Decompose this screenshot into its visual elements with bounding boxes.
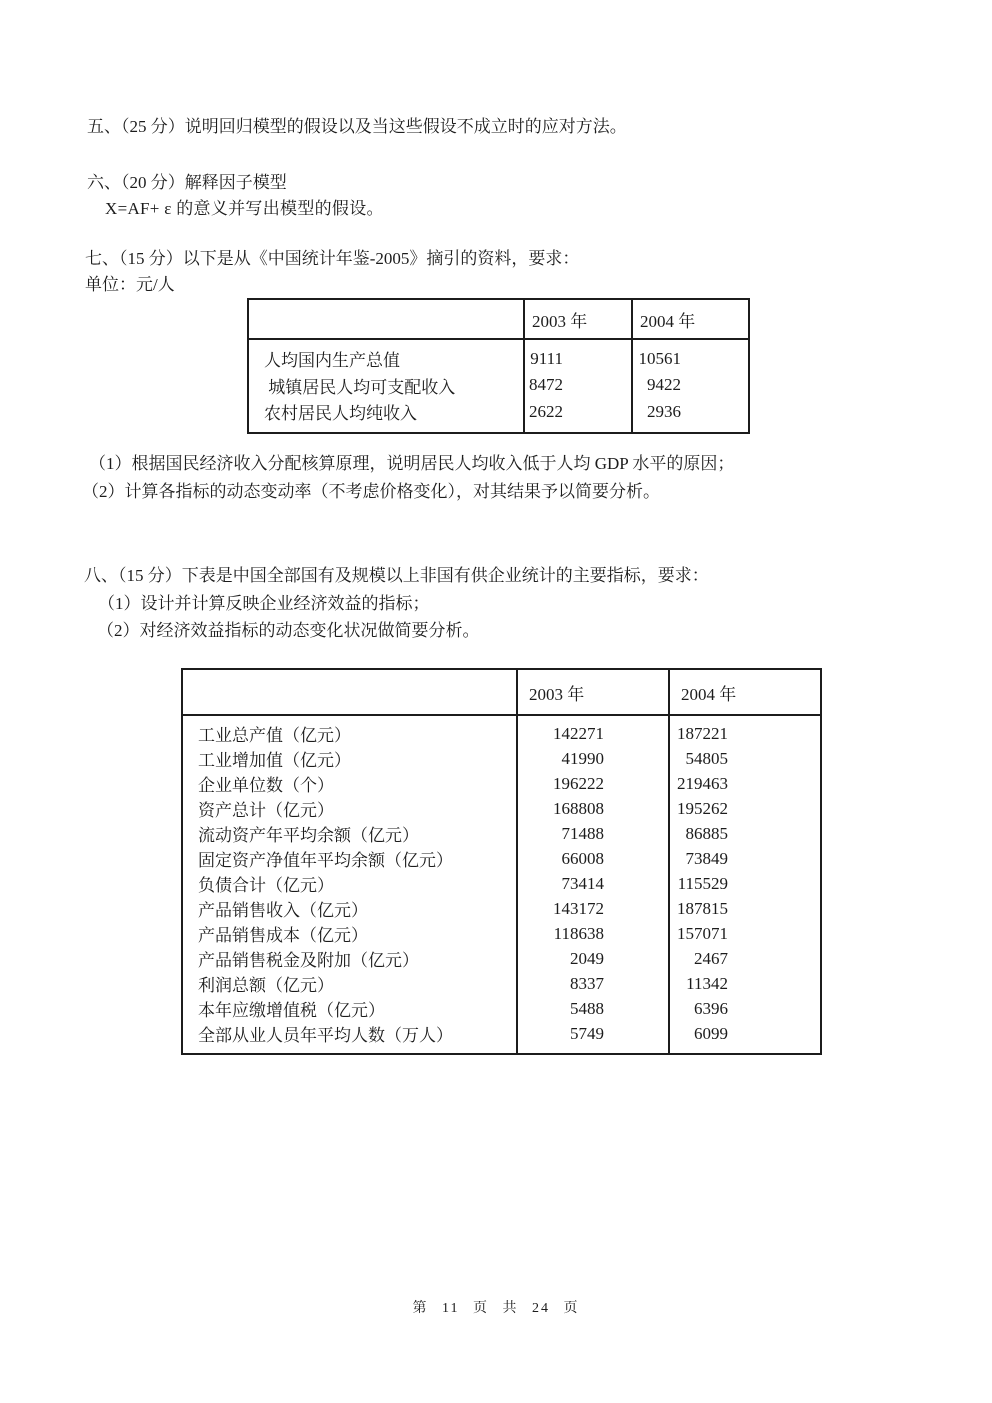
cell-value: 143172 bbox=[517, 896, 669, 921]
question-five-text: 五、（25 分）说明回归模型的假设以及当这些假设不成立时的应对方法。 bbox=[87, 117, 627, 136]
table-row bbox=[182, 996, 821, 1021]
row-label: 工业总产值（亿元） bbox=[198, 726, 351, 745]
cell-value: 196222 bbox=[517, 771, 669, 796]
cell-value: 9111 bbox=[524, 339, 632, 371]
question-seven-title: 七、（15 分）以下是从《中国统计年鉴-2005》摘引的资料，要求： bbox=[85, 249, 580, 268]
row-label: 产品销售收入（亿元） bbox=[198, 901, 368, 920]
table-row bbox=[248, 399, 749, 433]
row-label: 利润总额（亿元） bbox=[198, 976, 334, 995]
column-header bbox=[182, 669, 517, 715]
row-label: 产品销售成本（亿元） bbox=[198, 926, 368, 945]
cell-value: 2936 bbox=[632, 399, 749, 433]
table-row bbox=[182, 715, 821, 746]
table-row bbox=[182, 971, 821, 996]
cell-value: 10561 bbox=[632, 339, 749, 371]
cell-value: 187221 bbox=[669, 715, 821, 746]
row-label: 全部从业人员年平均人数（万人） bbox=[198, 1026, 453, 1045]
column-header: 2003 年 bbox=[517, 669, 669, 715]
cell-value: 9422 bbox=[632, 371, 749, 399]
yearbook-income-table bbox=[247, 298, 750, 434]
unit-label: 单位：元/人 bbox=[85, 275, 175, 294]
question-seven-item-2: （2）计算各指标的动态变动率（不考虑价格变化），对其结果予以简要分析。 bbox=[82, 482, 660, 501]
table-header-row bbox=[182, 669, 821, 715]
row-label: 流动资产年平均余额（亿元） bbox=[198, 826, 419, 845]
question-six-title: 六、（20 分）解释因子模型 bbox=[87, 173, 287, 192]
table-row bbox=[182, 871, 821, 896]
table-row bbox=[182, 821, 821, 846]
row-label: 城镇居民人均可支配收入 bbox=[264, 377, 456, 397]
cell-value: 5749 bbox=[517, 1021, 669, 1054]
cell-value: 86885 bbox=[669, 821, 821, 846]
column-header: 2003 年 bbox=[524, 299, 632, 339]
cell-value: 8472 bbox=[524, 371, 632, 399]
cell-value: 73414 bbox=[517, 871, 669, 896]
cell-value: 219463 bbox=[669, 771, 821, 796]
table-header-row bbox=[248, 299, 749, 339]
column-header bbox=[248, 299, 524, 339]
cell-value: 195262 bbox=[669, 796, 821, 821]
row-label: 本年应缴增值税（亿元） bbox=[198, 1001, 385, 1020]
cell-value: 187815 bbox=[669, 896, 821, 921]
row-label: 企业单位数（个） bbox=[198, 776, 334, 795]
table-row bbox=[182, 946, 821, 971]
table-row bbox=[182, 846, 821, 871]
cell-value: 118638 bbox=[517, 921, 669, 946]
cell-value: 54805 bbox=[669, 746, 821, 771]
table-row bbox=[182, 1021, 821, 1054]
question-eight-item-1: （1）设计并计算反映企业经济效益的指标； bbox=[98, 594, 430, 613]
cell-value: 71488 bbox=[517, 821, 669, 846]
cell-value: 157071 bbox=[669, 921, 821, 946]
table-row bbox=[182, 796, 821, 821]
row-label: 负债合计（亿元） bbox=[198, 876, 334, 895]
cell-value: 115529 bbox=[669, 871, 821, 896]
cell-value: 11342 bbox=[669, 971, 821, 996]
page-number-footer: 第 11 页 共 24 页 bbox=[412, 1301, 580, 1316]
column-header: 2004 年 bbox=[632, 299, 749, 339]
cell-value: 73849 bbox=[669, 846, 821, 871]
table-row bbox=[182, 746, 821, 771]
row-label: 产品销售税金及附加（亿元） bbox=[198, 951, 419, 970]
table-row bbox=[182, 771, 821, 796]
enterprise-indicators-table bbox=[181, 668, 822, 1055]
table-row bbox=[182, 896, 821, 921]
cell-value: 142271 bbox=[517, 715, 669, 746]
table-row bbox=[248, 371, 749, 399]
row-label: 工业增加值（亿元） bbox=[198, 751, 351, 770]
question-six-formula: X=AF+ ε 的意义并写出模型的假设。 bbox=[105, 199, 384, 218]
cell-value: 2467 bbox=[669, 946, 821, 971]
question-eight-item-2: （2）对经济效益指标的动态变化状况做简要分析。 bbox=[97, 621, 480, 640]
table-row bbox=[248, 339, 749, 371]
cell-value: 168808 bbox=[517, 796, 669, 821]
cell-value: 41990 bbox=[517, 746, 669, 771]
cell-value: 2622 bbox=[524, 399, 632, 433]
question-eight-title: 八、（15 分）下表是中国全部国有及规模以上非国有供企业统计的主要指标，要求： bbox=[84, 566, 709, 585]
cell-value: 8337 bbox=[517, 971, 669, 996]
cell-value: 5488 bbox=[517, 996, 669, 1021]
cell-value: 2049 bbox=[517, 946, 669, 971]
cell-value: 6099 bbox=[669, 1021, 821, 1054]
row-label: 固定资产净值年平均余额（亿元） bbox=[198, 851, 453, 870]
table-row bbox=[182, 921, 821, 946]
column-header: 2004 年 bbox=[669, 669, 821, 715]
cell-value: 66008 bbox=[517, 846, 669, 871]
question-seven-item-1: （1）根据国民经济收入分配核算原理，说明居民人均收入低于人均 GDP 水平的原因； bbox=[89, 454, 735, 473]
cell-value: 6396 bbox=[669, 996, 821, 1021]
row-label: 人均国内生产总值 bbox=[264, 351, 400, 370]
row-label: 资产总计（亿元） bbox=[198, 801, 334, 820]
row-label: 农村居民人均纯收入 bbox=[264, 404, 417, 423]
